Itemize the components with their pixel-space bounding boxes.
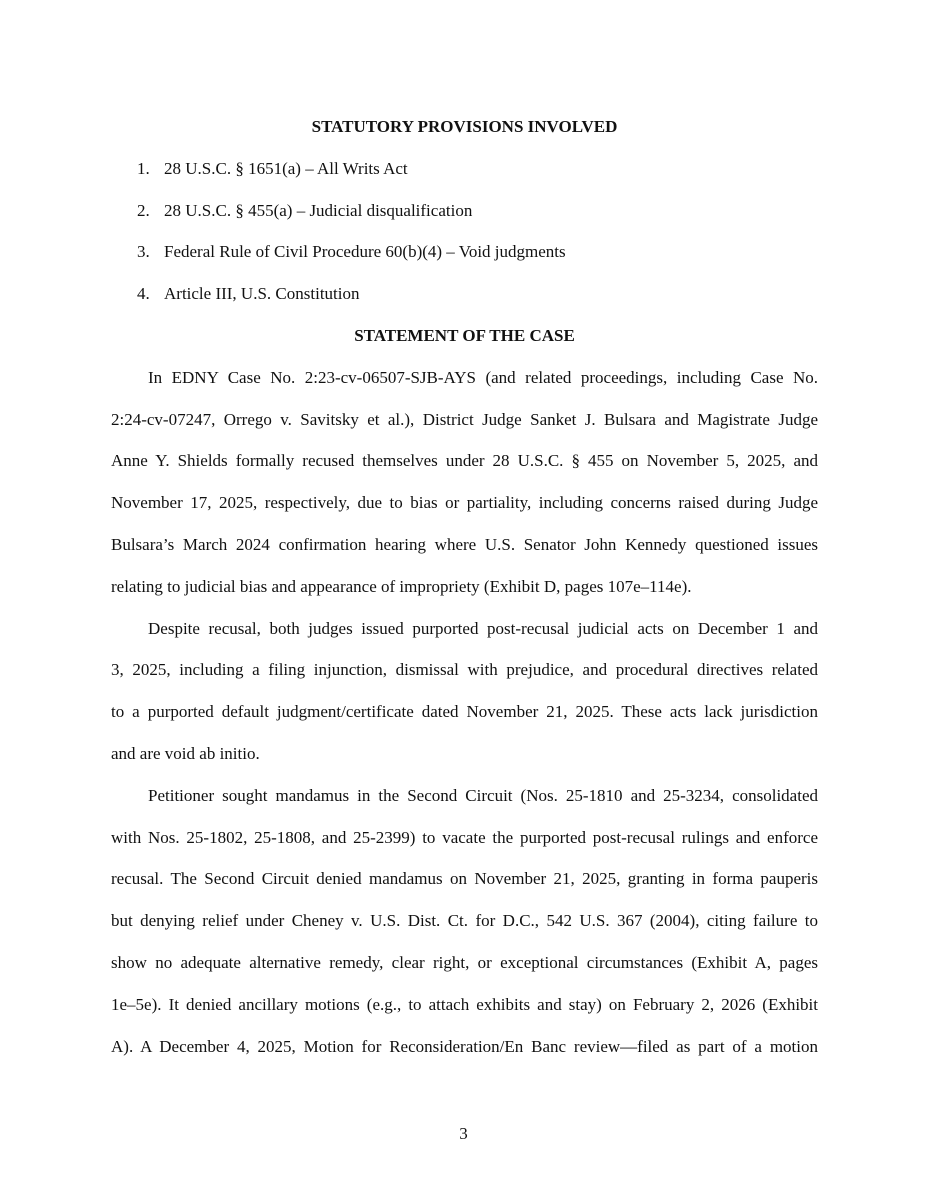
page-number: 3 xyxy=(459,1124,468,1143)
text-line: but denying relief under Cheney v. U.S. Dist. Ct. for D.C., 542 U.S. 367 (2004), citing failure to xyxy=(111,911,818,931)
paragraph xyxy=(111,357,818,608)
text-line: 1e–5e). It denied ancillary motions (e.g., to attach exhibits and stay) on February 2, 2026 (Exhibit xyxy=(111,994,818,1014)
text-line: November 17, 2025, respectively, due to bias or partiality, including concerns raised during Judge xyxy=(111,493,818,513)
text-line: and are void ab initio. xyxy=(111,743,260,763)
statute-item xyxy=(111,190,818,232)
text-line: recusal. The Second Circuit denied mandamus on November 21, 2025, granting in forma pauperis xyxy=(111,869,818,889)
text-line: Despite recusal, both judges issued purported post-recusal judicial acts on December 1 and xyxy=(148,618,818,638)
text-line: Bulsara’s March 2024 confirmation hearing where U.S. Senator John Kennedy questioned issues xyxy=(111,534,818,554)
paragraph xyxy=(111,608,818,775)
statute-number: 3. xyxy=(137,242,150,262)
statute-item xyxy=(111,273,818,315)
statute-item xyxy=(111,148,818,190)
text-line: Petitioner sought mandamus in the Second Circuit (Nos. 25-1810 and 25-3234, consolidated xyxy=(148,785,818,805)
text-line: show no adequate alternative remedy, clear right, or exceptional circumstances (Exhibit A, pages xyxy=(111,952,818,972)
text-line: 2:24-cv-07247, Orrego v. Savitsky et al.), District Judge Sanket J. Bulsara and Magistrate Judge xyxy=(111,409,818,429)
text-line: to a purported default judgment/certificate dated November 21, 2025. These acts lack jurisdiction xyxy=(111,702,818,722)
text-line: 3, 2025, including a filing injunction, dismissal with prejudice, and procedural directives related xyxy=(111,660,818,680)
statute-text: Article III, U.S. Constitution xyxy=(164,284,360,304)
text-line: relating to judicial bias and appearance of impropriety (Exhibit D, pages 107e–114e). xyxy=(111,576,692,596)
paragraph xyxy=(111,775,818,1068)
statutes-list xyxy=(111,148,818,315)
statute-text: 28 U.S.C. § 1651(a) – All Writs Act xyxy=(164,158,408,178)
statute-item xyxy=(111,231,818,273)
heading-statement-of-case: STATEMENT OF THE CASE xyxy=(354,325,575,345)
document-page xyxy=(111,106,818,1067)
text-line: A). A December 4, 2025, Motion for Reconsideration/En Banc review—filed as part of a motion xyxy=(111,1036,818,1056)
text-line: In EDNY Case No. 2:23-cv-06507-SJB-AYS (and related proceedings, including Case No. xyxy=(148,367,818,387)
text-line: with Nos. 25-1802, 25-1808, and 25-2399) to vacate the purported post-recusal rulings and enforce xyxy=(111,827,818,847)
text-line: Anne Y. Shields formally recused themselves under 28 U.S.C. § 455 on November 5, 2025, and xyxy=(111,451,818,471)
statute-text: 28 U.S.C. § 455(a) – Judicial disqualification xyxy=(164,200,473,220)
statement-body xyxy=(111,357,818,1068)
statute-number: 2. xyxy=(137,200,150,220)
statute-number: 1. xyxy=(137,158,150,178)
heading-statutory-provisions: STATUTORY PROVISIONS INVOLVED xyxy=(311,117,618,136)
statute-text: Federal Rule of Civil Procedure 60(b)(4) – Void judgments xyxy=(164,242,566,262)
statute-number: 4. xyxy=(137,284,150,304)
